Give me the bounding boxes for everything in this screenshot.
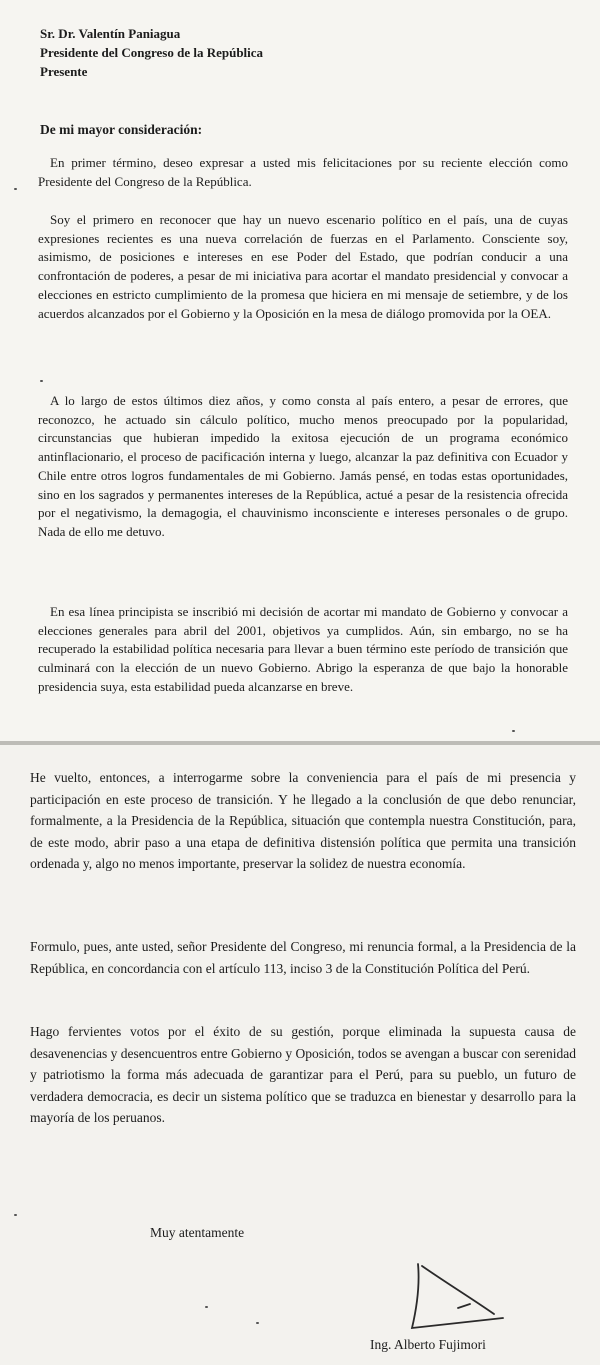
- recipient-title: Presidente del Congreso de la República: [40, 45, 264, 60]
- scan-speck: [40, 380, 43, 382]
- scan-speck: [14, 1214, 17, 1216]
- signer-name: Ing. Alberto Fujimori: [370, 1337, 486, 1352]
- scan-speck: [256, 1322, 259, 1324]
- paragraph-7: Hago fervientes votos por el éxito de su gestión, porque eliminada la supuesta causa de desavenencias y desencuentros entre Gobierno y Oposición, todos se avengan a buscar con serenidad y patriotismo la forma más adecuada de garantizar para el Perú, para su pueblo, un futuro de verdadera democracia, es decir un sistema político que se traduzca en bienestar y desarrollo para la mayoría de los peruanos.: [30, 1024, 576, 1125]
- recipient-address: [40, 24, 263, 81]
- closing-phrase: Muy atentamente: [150, 1225, 245, 1240]
- scan-speck: [512, 730, 515, 732]
- paragraph-3: A lo largo de estos últimos diez años, y como consta al país entero, a pesar de errores, que reconozco, he actuado sin cálculo político, mucho menos preocupado por la popularidad, circunstancias que hubieran impedido la exitosa ejecución de un programa económico antinflacionario, el proceso de pacificación interna y luego, alcanzar la paz definitiva con Ecuador y Chile entre otros logros fundamentales de mi Gobierno. Jamás pensé, en todas estas oportunidades, sino en los sagrados y permanentes intereses de la República, actué a pesar de la resistencia ofrecida por el negativismo, la demagogia, el chauvinismo inconsciente e intereses personales o de grupo. Nada de ello me detuvo.: [38, 393, 568, 539]
- paragraph-2: Soy el primero en reconocer que hay un nuevo escenario político en el país, una de cuyas expresiones recientes es una nueva correlación de fuerzas en el Parlamento. Consciente soy, asimismo, de posiciones e intereses en ese Poder del Estado, que podrían conducir a una confrontación de poderes, a pesar de mi iniciativa para acortar el mandato presidencial y convocar a elecciones en estricto cumplimiento de la promesa que hiciera en mi mensaje de setiembre, y de los acuerdos alcanzados por el Gobierno y la Oposición en la mesa de diálogo promovida por la OEA.: [38, 212, 568, 321]
- scan-speck: [205, 1306, 208, 1308]
- scan-speck: [14, 188, 17, 190]
- handwritten-signature: [398, 1256, 528, 1336]
- paragraph-1: En primer término, deseo expresar a usted mis felicitaciones por su reciente elección como Presidente del Congreso de la República.: [38, 155, 568, 189]
- recipient-name: Sr. Dr. Valentín Paniagua: [40, 26, 181, 41]
- paragraph-6: Formulo, pues, ante usted, señor Presidente del Congreso, mi renuncia formal, a la Presidencia de la República, en concordancia con el artículo 113, inciso 3 de la Constitución Política del Perú.: [30, 939, 576, 976]
- recipient-presente: Presente: [40, 64, 88, 79]
- salutation: De mi mayor consideración:: [40, 122, 203, 137]
- paragraph-4: En esa línea principista se inscribió mi decisión de acortar mi mandato de Gobierno y convocar a elecciones generales para abril del 2001, objetivos ya cumplidos. Aún, sin embargo, no se ha recuperado la estabilidad política necesaria para llevar a buen término este período de transición que culminará con la elección de un nuevo Gobierno. Abrigo la esperanza de que bajo la honorable presidencia suya, esta estabilidad pueda alcanzarse en breve.: [38, 604, 568, 694]
- paragraph-5: He vuelto, entonces, a interrogarme sobre la conveniencia para el país de mi presencia y participación en este proceso de transición. Y he llegado a la conclusión de que debo renunciar, formalmente, a la Presidencia de la República, situación que contempla nuestra Constitución, para, de este modo, abrir paso a una etapa de definitiva distensión política que permita una transición ordenada y, algo no menos importante, preservar la solidez de nuestra economía.: [30, 770, 576, 871]
